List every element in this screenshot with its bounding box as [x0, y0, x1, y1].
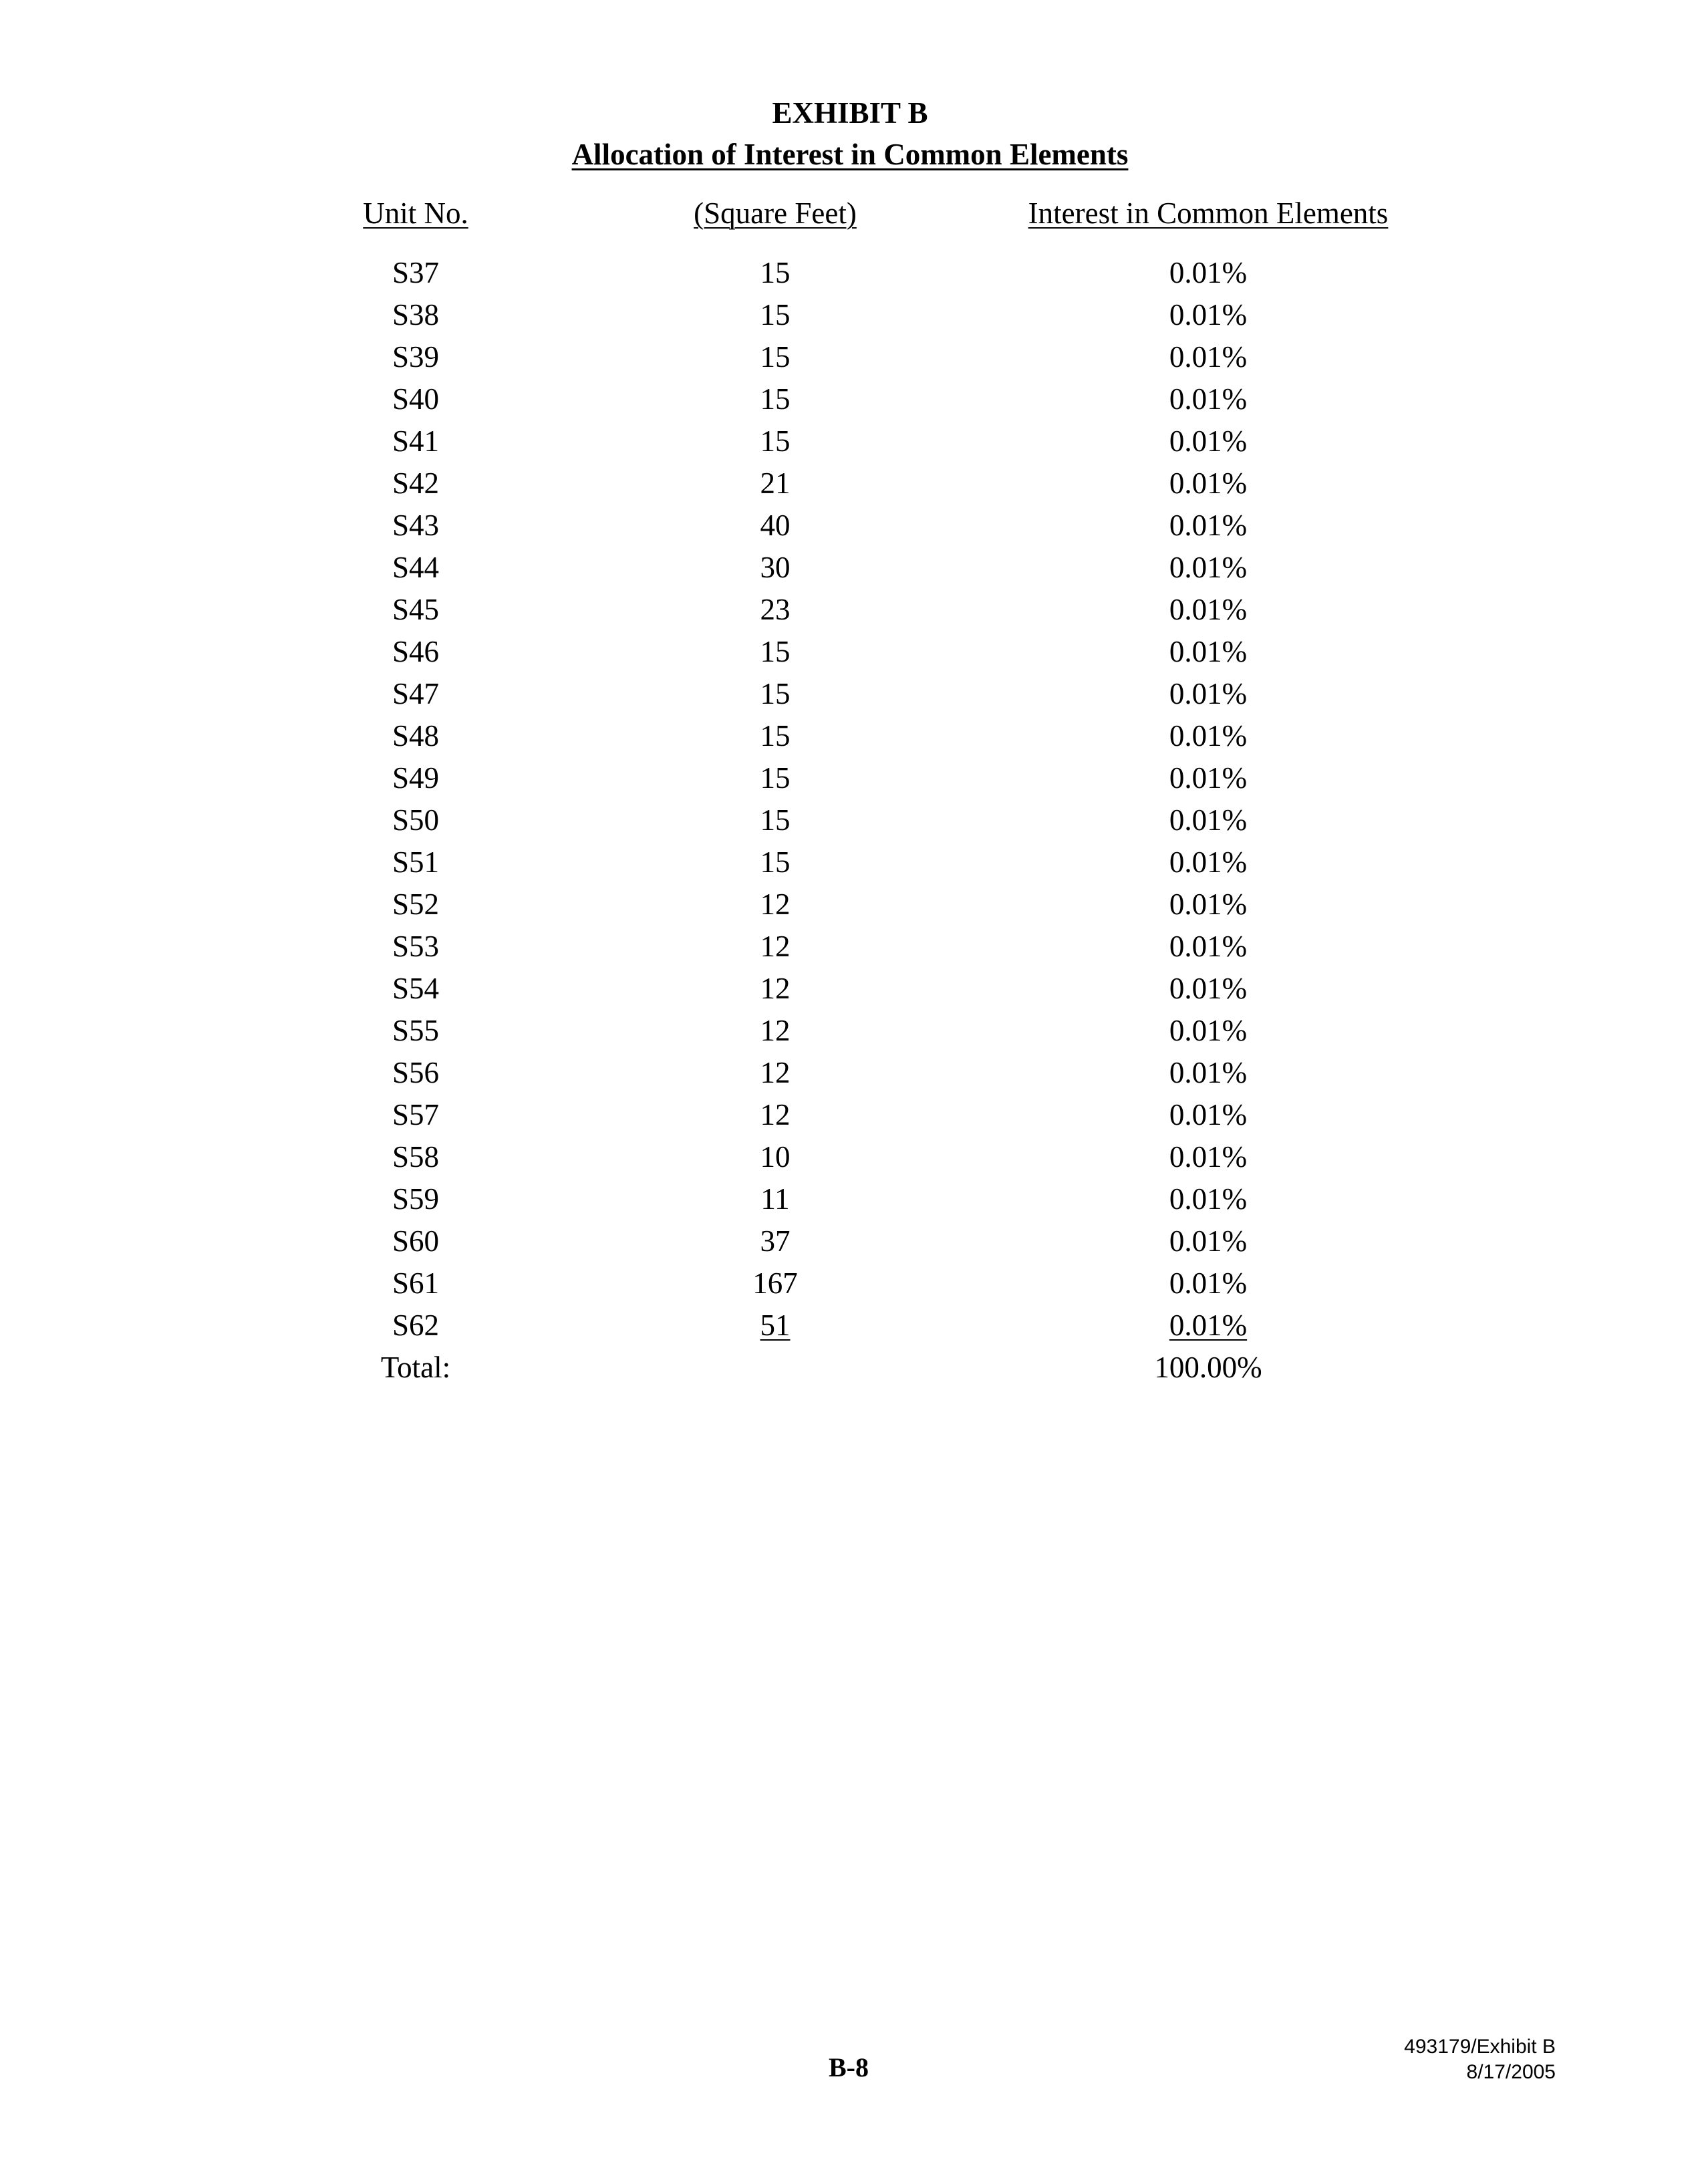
table-row [0, 1266, 1700, 1308]
table-row [0, 929, 1700, 971]
table-row [0, 255, 1700, 297]
unit-cell: S52 [392, 888, 440, 921]
interest-cell: 0.01% [1169, 1266, 1248, 1300]
unit-cell: S46 [392, 635, 440, 668]
interest-cell: 0.01% [1169, 593, 1248, 626]
interest-cell: 0.01% [1169, 803, 1248, 837]
sqft-cell: 51 [760, 1309, 791, 1342]
table-row [0, 424, 1700, 466]
unit-cell: S38 [392, 298, 440, 331]
unit-cell: S59 [392, 1182, 440, 1216]
table-row [0, 634, 1700, 676]
unit-cell: S56 [392, 1056, 440, 1089]
table-row [0, 1224, 1700, 1266]
sqft-cell: 12 [760, 1014, 791, 1047]
unit-cell: S50 [392, 803, 440, 837]
sqft-cell: 15 [760, 635, 791, 668]
table-row [0, 718, 1700, 761]
sqft-cell: 12 [760, 972, 791, 1005]
table-row [0, 1139, 1700, 1182]
sqft-cell: 40 [760, 509, 791, 542]
sqft-cell: 15 [760, 298, 791, 331]
sqft-cell: 15 [760, 845, 791, 879]
interest-cell: 0.01% [1169, 466, 1248, 500]
table-row [0, 339, 1700, 382]
sqft-cell: 10 [760, 1140, 791, 1174]
unit-cell: S57 [392, 1098, 440, 1131]
interest-cell: 0.01% [1169, 845, 1248, 879]
unit-cell: S54 [392, 972, 440, 1005]
table-row [0, 676, 1700, 718]
interest-cell: 0.01% [1169, 298, 1248, 331]
table-row [0, 297, 1700, 339]
document-id: 493179/Exhibit B [1404, 2036, 1556, 2058]
total-label: Total: [380, 1351, 451, 1384]
interest-cell: 0.01% [1169, 424, 1248, 458]
unit-cell: S55 [392, 1014, 440, 1047]
sqft-cell: 12 [760, 1056, 791, 1089]
interest-cell: 0.01% [1169, 256, 1248, 289]
table-row [0, 592, 1700, 634]
interest-cell: 0.01% [1169, 930, 1248, 963]
sqft-cell: 15 [760, 340, 791, 374]
table-row [0, 887, 1700, 929]
page-number: B-8 [829, 2052, 869, 2082]
table-row [0, 466, 1700, 508]
column-header-unit: Unit No. [363, 196, 468, 230]
interest-cell: 0.01% [1169, 1056, 1248, 1089]
unit-cell: S60 [392, 1224, 440, 1258]
interest-cell: 0.01% [1169, 382, 1248, 416]
sqft-cell: 167 [752, 1266, 798, 1300]
table-row [0, 550, 1700, 592]
exhibit-subtitle: Allocation of Interest in Common Elements [571, 138, 1129, 171]
sqft-cell: 12 [760, 888, 791, 921]
interest-cell: 0.01% [1169, 509, 1248, 542]
unit-cell: S51 [392, 845, 440, 879]
sqft-cell: 11 [760, 1182, 790, 1216]
interest-cell: 0.01% [1169, 551, 1248, 584]
table-row [0, 382, 1700, 424]
column-header-square-feet: (Square Feet) [694, 196, 857, 230]
column-header-interest: Interest in Common Elements [1028, 196, 1389, 230]
unit-cell: S53 [392, 930, 440, 963]
interest-cell: 0.01% [1169, 677, 1248, 710]
unit-cell: S39 [392, 340, 440, 374]
sqft-cell: 15 [760, 803, 791, 837]
table-row [0, 803, 1700, 845]
table-row [0, 1097, 1700, 1139]
sqft-cell: 15 [760, 677, 791, 710]
interest-cell: 0.01% [1169, 1014, 1248, 1047]
document-date: 8/17/2005 [1466, 2061, 1556, 2083]
unit-cell: S47 [392, 677, 440, 710]
table-row [0, 1308, 1700, 1350]
unit-cell: S41 [392, 424, 440, 458]
interest-cell: 0.01% [1169, 1309, 1248, 1342]
interest-cell: 0.01% [1169, 635, 1248, 668]
interest-cell: 0.01% [1169, 1140, 1248, 1174]
unit-cell: S49 [392, 761, 440, 795]
interest-cell: 0.01% [1169, 888, 1248, 921]
sqft-cell: 12 [760, 930, 791, 963]
interest-cell: 0.01% [1169, 761, 1248, 795]
sqft-cell: 23 [760, 593, 791, 626]
sqft-cell: 21 [760, 466, 791, 500]
unit-cell: S61 [392, 1266, 440, 1300]
interest-cell: 0.01% [1169, 719, 1248, 753]
interest-cell: 0.01% [1169, 340, 1248, 374]
sqft-cell: 15 [760, 256, 791, 289]
document-reference [1404, 2034, 1556, 2085]
sqft-cell: 15 [760, 382, 791, 416]
table-row [0, 1013, 1700, 1055]
unit-cell: S48 [392, 719, 440, 753]
unit-cell: S45 [392, 593, 440, 626]
unit-cell: S43 [392, 509, 440, 542]
total-interest: 100.00% [1154, 1351, 1262, 1384]
unit-cell: S58 [392, 1140, 440, 1174]
interest-cell: 0.01% [1169, 972, 1248, 1005]
table-row [0, 761, 1700, 803]
interest-cell: 0.01% [1169, 1182, 1248, 1216]
total-row [0, 1350, 1700, 1392]
exhibit-title: EXHIBIT B [772, 96, 928, 130]
sqft-cell: 15 [760, 761, 791, 795]
allocation-table [0, 255, 1700, 1392]
table-row [0, 508, 1700, 550]
table-row [0, 1182, 1700, 1224]
sqft-cell: 37 [760, 1224, 791, 1258]
unit-cell: S62 [392, 1309, 440, 1342]
sqft-cell: 15 [760, 424, 791, 458]
table-row [0, 845, 1700, 887]
unit-cell: S37 [392, 256, 440, 289]
interest-cell: 0.01% [1169, 1098, 1248, 1131]
unit-cell: S44 [392, 551, 440, 584]
sqft-cell: 30 [760, 551, 791, 584]
table-row [0, 971, 1700, 1013]
unit-cell: S42 [392, 466, 440, 500]
sqft-cell: 12 [760, 1098, 791, 1131]
table-row [0, 1055, 1700, 1097]
unit-cell: S40 [392, 382, 440, 416]
interest-cell: 0.01% [1169, 1224, 1248, 1258]
sqft-cell: 15 [760, 719, 791, 753]
